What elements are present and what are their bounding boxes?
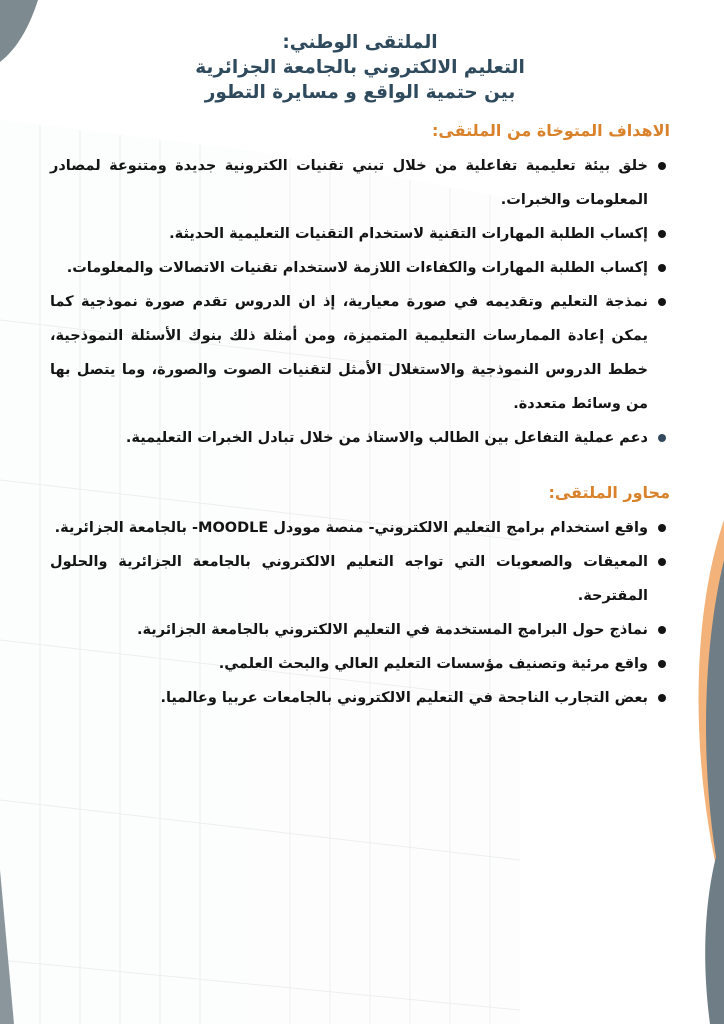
objectives-item	[50, 217, 670, 251]
objectives-item-text: نمذجة التعليم وتقديمه في صورة معيارية، إذ ان الدروس تقدم صورة نموذجية كما يمكن إعادة الممارسات التعليمية المتميزة، ومن أمثلة ذلك بنوك الأسئلة النموذجية، خطط الدروس النموذجية والاستغلال الأمثل لتقنيات الصوت والصورة، وما يتصل بها من وسائط متعددة.	[50, 294, 648, 412]
bullet-dot-icon	[658, 230, 666, 238]
axes-item	[50, 647, 670, 681]
title-line-1: الملتقى الوطني:	[282, 32, 438, 53]
axes-item	[50, 545, 670, 613]
objectives-item	[50, 421, 670, 455]
axes-item	[50, 681, 670, 715]
axes-item-text: المعيقات والصعوبات التي تواجه التعليم الالكتروني بالجامعة الجزائرية والحلول المقترحة.	[50, 554, 648, 604]
objectives-list	[50, 149, 670, 455]
axes-item-text: واقع استخدام برامج التعليم الالكتروني- منصة موودل MOODLE- بالجامعة الجزائرية.	[54, 520, 648, 536]
bullet-dot-icon	[658, 264, 666, 272]
bullet-dot-icon	[658, 626, 666, 634]
axes-item-text: نماذج حول البرامج المستخدمة في التعليم الالكتروني بالجامعة الجزائرية.	[136, 622, 648, 638]
axes-item-text: بعض التجارب الناجحة في التعليم الالكتروني بالجامعات عربيا وعالميا.	[160, 690, 648, 706]
objectives-item	[50, 149, 670, 217]
objectives-item-text: خلق بيئة تعليمية تفاعلية من خلال تبني تقنيات الكترونية جديدة ومتنوعة لمصادر المعلومات والخبرات.	[50, 158, 648, 208]
page-content	[50, 30, 670, 715]
objectives-item-text: إكساب الطلبة المهارات والكفاءات اللازمة لاستخدام تقنيات الاتصالات والمعلومات.	[66, 260, 648, 276]
bullet-dot-icon	[658, 162, 666, 170]
objectives-item	[50, 251, 670, 285]
axes-list	[50, 511, 670, 715]
axes-heading: محاور الملتقى:	[548, 483, 670, 502]
bullet-dot-icon	[658, 434, 666, 442]
bullet-dot-icon	[658, 298, 666, 306]
bullet-dot-icon	[658, 694, 666, 702]
objectives-heading: الاهداف المتوخاة من الملتقى:	[432, 121, 670, 140]
objectives-item-text: إكساب الطلبة المهارات التقنية لاستخدام التقنيات التعليمية الحديثة.	[169, 226, 648, 242]
objectives-item	[50, 285, 670, 421]
title-line-3: بين حتمية الواقع و مسايرة التطور	[204, 82, 516, 103]
axes-item	[50, 613, 670, 647]
page-title	[50, 30, 670, 105]
axes-item-text: واقع مرئية وتصنيف مؤسسات التعليم العالي والبحث العلمي.	[218, 656, 648, 672]
section-spacer	[50, 455, 670, 481]
objectives-item-text: دعم عملية التفاعل بين الطالب والاستاذ من خلال تبادل الخبرات التعليمية.	[125, 430, 648, 446]
axes-item	[50, 511, 670, 545]
bullet-dot-icon	[658, 558, 666, 566]
corner-shape-top-left	[0, 0, 38, 62]
title-line-2: التعليم الالكتروني بالجامعة الجزائرية	[195, 57, 525, 78]
bullet-dot-icon	[658, 524, 666, 532]
bullet-dot-icon	[658, 660, 666, 668]
